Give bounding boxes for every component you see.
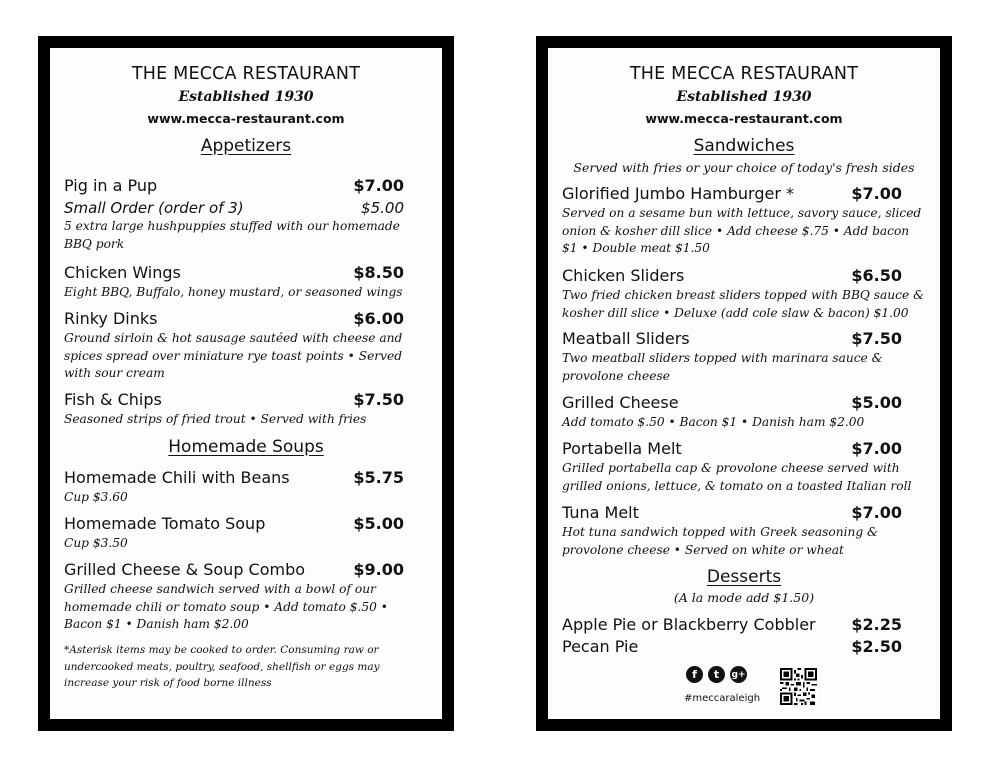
item-price: $5.00 — [851, 393, 902, 412]
item-price: $5.00 — [353, 514, 404, 533]
item-price: $7.00 — [353, 176, 404, 195]
raw-food-disclaimer: *Asterisk items may be cooked to order. Consuming raw or undercooked meats, poultry, seafood, shellfish or eggs may increase your risk of food borne illness — [64, 644, 380, 689]
social-links — [686, 666, 747, 683]
twitter-icon[interactable]: t — [708, 666, 725, 683]
item-name: Chicken Sliders — [562, 266, 685, 285]
item-name: Rinky Dinks — [64, 309, 158, 328]
item-description: 5 extra large hushpuppies stuffed with our homemade BBQ pork — [64, 219, 400, 251]
established-line: Established 1930 — [178, 89, 314, 105]
item-price: $7.00 — [851, 503, 902, 522]
google-plus-icon[interactable]: g+ — [730, 666, 747, 683]
item-description: Cup $3.60 — [64, 490, 128, 504]
item-price: $6.00 — [353, 309, 404, 328]
desserts-heading: Desserts — [706, 567, 782, 587]
item-price: $5.75 — [353, 468, 404, 487]
item-name: Tuna Melt — [562, 503, 639, 522]
appetizers-heading: Appetizers — [200, 136, 292, 156]
soups-heading: Homemade Soups — [168, 437, 324, 457]
item-sub-name: Small Order (order of 3) — [64, 199, 244, 217]
sandwiches-heading: Sandwiches — [693, 136, 795, 156]
established-line: Established 1930 — [676, 89, 812, 105]
item-price: $2.25 — [851, 615, 902, 634]
item-price: $2.50 — [851, 637, 902, 656]
facebook-icon[interactable]: f — [686, 666, 703, 683]
item-sub-price: $5.00 — [361, 199, 404, 217]
restaurant-name: THE MECCA RESTAURANT — [131, 64, 361, 84]
item-name: Apple Pie or Blackberry Cobbler — [562, 615, 816, 634]
sandwiches-note: Served with fries or your choice of today's fresh sides — [573, 160, 915, 175]
menu-card-left — [38, 36, 454, 731]
desserts-note: (A la mode add $1.50) — [673, 590, 815, 605]
item-description: Ground sirloin & hot sausage sautéed with cheese and spices spread over miniature rye toast points • Served with sour cream — [64, 331, 403, 380]
item-name: Grilled Cheese — [562, 393, 679, 412]
item-name: Homemade Chili with Beans — [64, 468, 290, 487]
item-price: $6.50 — [851, 266, 902, 285]
item-price: $7.50 — [353, 390, 404, 409]
restaurant-name: THE MECCA RESTAURANT — [629, 64, 859, 84]
item-name: Glorified Jumbo Hamburger * — [562, 184, 794, 203]
website-url[interactable]: www.mecca-restaurant.com — [645, 111, 843, 126]
hashtag: #meccaraleigh — [684, 693, 761, 704]
website-url[interactable]: www.mecca-restaurant.com — [147, 111, 345, 126]
item-description: Grilled cheese sandwich served with a bowl of our homemade chili or tomato soup • Add tomato $.50 • Bacon $1 • Danish ham $2.00 — [64, 582, 388, 631]
item-description: Cup $3.50 — [64, 536, 128, 550]
item-description: Hot tuna sandwich topped with Greek seasoning & provolone cheese • Served on white or wheat — [562, 525, 878, 557]
item-name: Chicken Wings — [64, 263, 181, 282]
item-description: Two fried chicken breast sliders topped with BBQ sauce & kosher dill slice • Deluxe (add cole slaw & bacon) $1.00 — [562, 288, 924, 320]
item-price: $9.00 — [353, 560, 404, 579]
item-name: Portabella Melt — [562, 439, 682, 458]
menu-card-right — [536, 36, 952, 731]
item-description: Served on a sesame bun with lettuce, savory sauce, sliced onion & kosher dill slice • Add cheese $.75 • Add bacon $1 • Double meat $1.50 — [562, 206, 922, 255]
item-name: Homemade Tomato Soup — [64, 514, 266, 533]
item-name: Fish & Chips — [64, 390, 162, 409]
item-name: Meatball Sliders — [562, 329, 690, 348]
item-description: Add tomato $.50 • Bacon $1 • Danish ham $2.00 — [562, 415, 865, 429]
item-price: $7.00 — [851, 439, 902, 458]
qr-code-icon[interactable] — [780, 668, 817, 705]
item-name: Pecan Pie — [562, 637, 639, 656]
item-price: $7.50 — [851, 329, 902, 348]
item-name: Pig in a Pup — [64, 176, 158, 195]
item-description: Grilled portabella cap & provolone cheese served with grilled onions, lettuce, & tomato on a toasted Italian roll — [562, 461, 912, 493]
item-description: Eight BBQ, Buffalo, honey mustard, or seasoned wings — [64, 285, 403, 299]
item-price: $7.00 — [851, 184, 902, 203]
item-description: Two meatball sliders topped with marinara sauce & provolone cheese — [562, 351, 883, 383]
item-name: Grilled Cheese & Soup Combo — [64, 560, 306, 579]
item-description: Seasoned strips of fried trout • Served with fries — [64, 412, 367, 426]
item-price: $8.50 — [353, 263, 404, 282]
